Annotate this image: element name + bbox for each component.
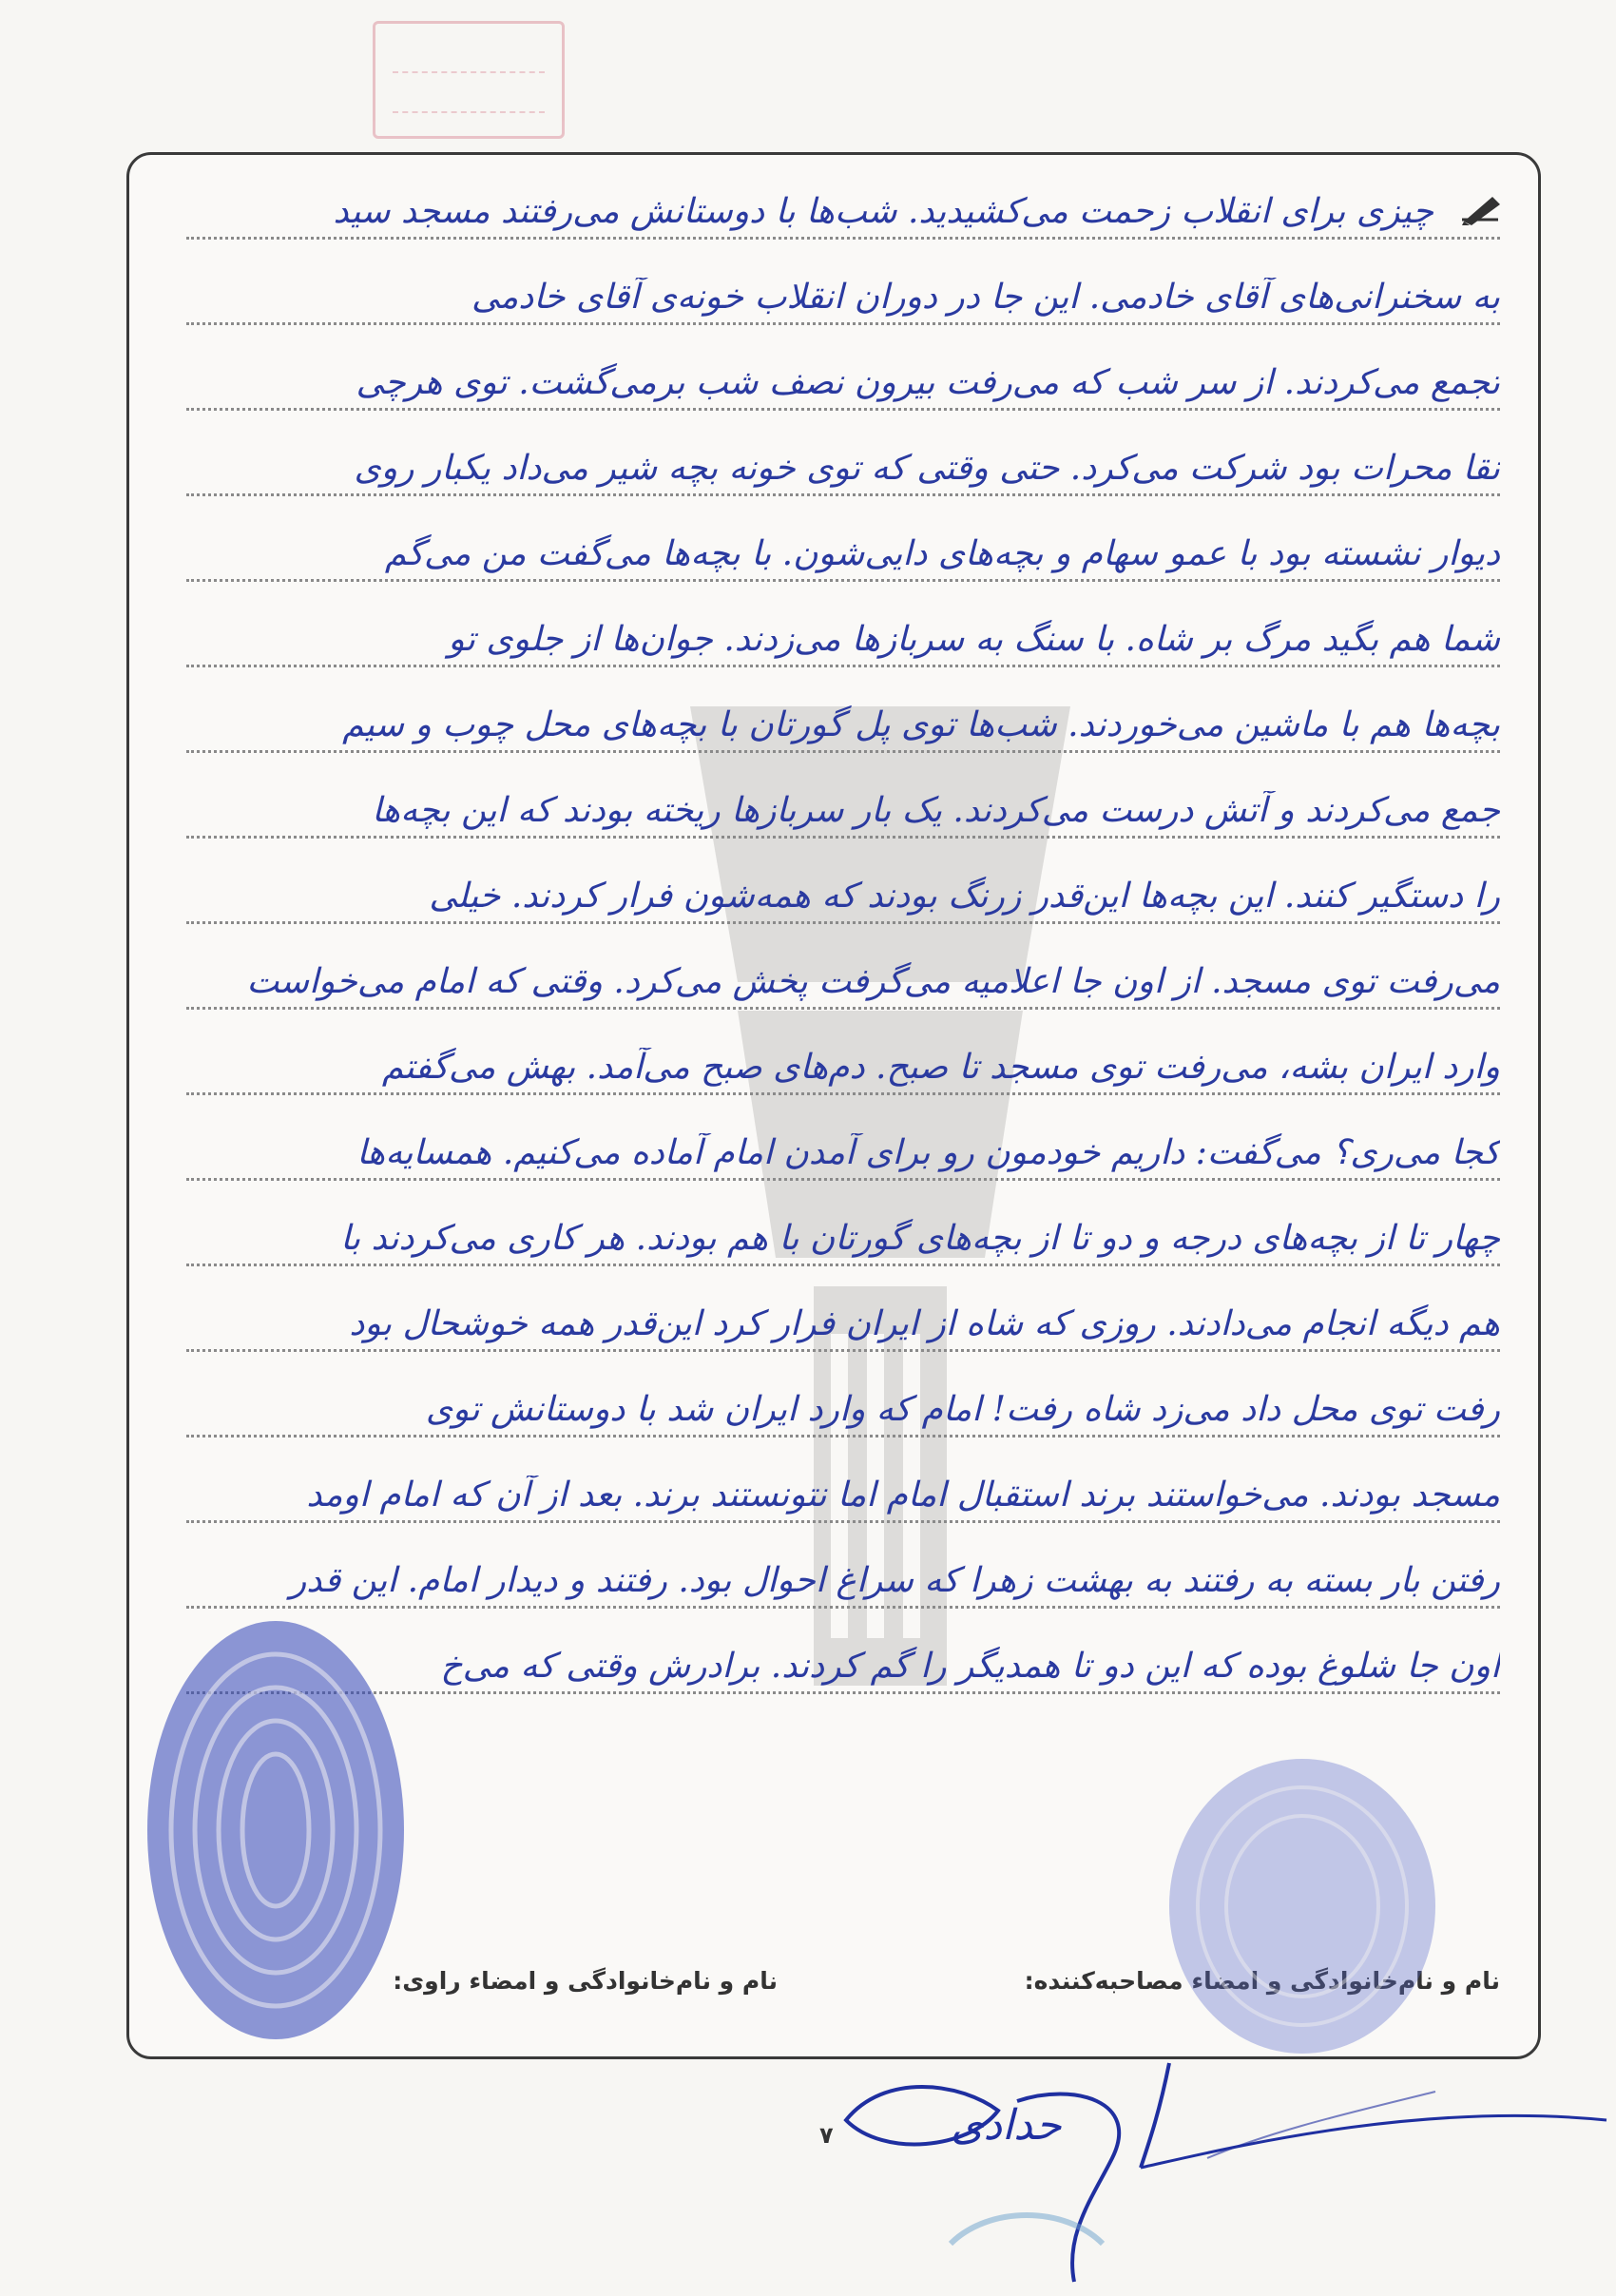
fingerprint-right [1160, 1749, 1445, 2063]
handwritten-line [186, 151, 1500, 240]
handwritten-text: می‌رفت توی مسجد. از اون جا اعلامیه می‌گرفت پخش می‌کرد. وقتی که امام می‌خواست [246, 962, 1500, 1001]
handwritten-text: تجمع می‌کردند. از سر شب که می‌رفت بیرون نصف شب برمی‌گشت. توی هرچی [356, 363, 1500, 402]
signature-text: حدادی [951, 2101, 1062, 2150]
handwritten-line [186, 1520, 1500, 1609]
handwritten-text: اون جا شلوغ بوده که این دو تا همدیگر را گم کردند. برادرش وقتی که می‌خ [440, 1647, 1500, 1686]
handwritten-text: رفتن بار بسته به رفتند به بهشت زهرا که سراغ احوال بود. رفتند و دیدار امام. این قدر [289, 1561, 1500, 1600]
handwritten-text: به سخنرانی‌های آقای خادمی. این جا در دوران انقلاب خونه‌ی آقای خادمی [471, 278, 1500, 317]
handwritten-line [186, 237, 1500, 325]
handwritten-text: رفت توی محل داد می‌زد شاه رفت! امام که وارد ایران شد با دوستانش توی [425, 1390, 1500, 1429]
handwritten-line [186, 750, 1500, 839]
handwritten-line [186, 665, 1500, 753]
stamp-line [393, 45, 545, 73]
handwritten-line [186, 1007, 1500, 1095]
handwritten-line [186, 408, 1500, 496]
handwritten-line [186, 1349, 1500, 1437]
handwritten-line [186, 1178, 1500, 1266]
handwritten-line [186, 921, 1500, 1010]
handwritten-text: بچه‌ها هم با ماشین می‌خوردند. شب‌ها توی پل گورتان با بچه‌های محل چوب و سیم [342, 705, 1500, 744]
archive-stamp [373, 21, 565, 139]
handwritten-text: دیوار نشسته بود با عمو سهام و بچه‌های دایی‌شون. با بچه‌ها می‌گفت من می‌گم [384, 534, 1500, 573]
handwritten-text: وارد ایران بشه، می‌رفت توی مسجد تا صبح. دم‌های صبح می‌آمد. بهش می‌گفتم [381, 1048, 1500, 1087]
handwritten-line [186, 1264, 1500, 1352]
handwritten-text: مسجد بودند. می‌خواستند برند استقبال امام اما نتونستند برند. بعد از آن که امام اومد [306, 1476, 1500, 1515]
handwritten-line [186, 579, 1500, 667]
handwritten-line [186, 1092, 1500, 1181]
interviewer-signature-label: نام و نام‌خانوادگی و امضاء مصاحبه‌کننده: [1024, 1967, 1500, 1995]
narrator-signature-label: نام و نام‌خانوادگی و امضاء راوی: [393, 1967, 778, 1995]
handwritten-text: چیزی برای انقلاب زحمت می‌کشیدید. شب‌ها با دوستانش می‌رفتند مسجد سید [333, 192, 1433, 231]
handwritten-text: کجا می‌ری؟ می‌گفت: داریم خودمون رو برای آمدن امام آماده می‌کنیم. همسایه‌ها [356, 1133, 1500, 1172]
stamp-line [393, 85, 545, 113]
handwritten-text: نقا محرات بود شرکت می‌کرد. حتی وقتی که توی خونه بچه شیر می‌داد یکبار روی [354, 449, 1500, 488]
handwritten-line [186, 1435, 1500, 1523]
handwritten-line [186, 493, 1500, 582]
handwritten-line [186, 322, 1500, 411]
handwritten-text: شما هم بگید مرگ بر شاه. با سنگ به سربازها می‌زدند. جوان‌ها از جلوی تو [448, 620, 1500, 659]
handwritten-line [186, 836, 1500, 924]
handwritten-text: چهار تا از بچه‌های درجه و دو تا از بچه‌های گورتان با هم بودند. هر کاری می‌کردند با [340, 1219, 1500, 1258]
handwritten-text: را دستگیر کنند. این بچه‌ها این‌قدر زرنگ بودند که همه‌شون فرار کردند. خیلی [429, 877, 1500, 916]
faint-stamp-mark [932, 2187, 1122, 2282]
fingerprint-left [133, 1607, 418, 2054]
page-number: ۷ [819, 2122, 834, 2149]
handwritten-text: جمع می‌کردند و آتش درست می‌کردند. یک بار سربازها ریخته بودند که این بچه‌ها [372, 791, 1500, 830]
handwritten-text: هم دیگه انجام می‌دادند. روزی که شاه از ایران فرار کرد این‌قدر همه خوشحال بود [349, 1304, 1500, 1343]
